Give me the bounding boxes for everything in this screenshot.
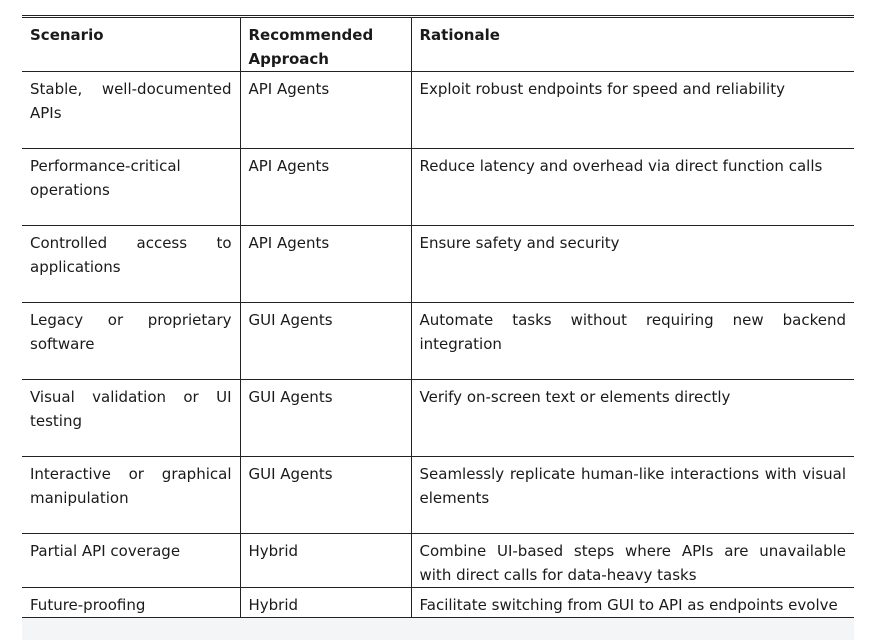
table-row: [22, 380, 854, 457]
approach-cell: Hybrid: [240, 588, 411, 618]
comparison-table-container: [22, 15, 854, 621]
scenario-cell: Performance-critical operations: [22, 149, 240, 226]
approach-cell: GUI Agents: [240, 303, 411, 380]
table-row: [22, 534, 854, 588]
rationale-cell: Seamlessly replicate human-like interactions with visual elements: [411, 457, 854, 534]
approach-cell: GUI Agents: [240, 457, 411, 534]
rationale-cell: Ensure safety and security: [411, 226, 854, 303]
rationale-cell: Verify on-screen text or elements directly: [411, 380, 854, 457]
scenario-cell: Stable, well-documented APIs: [22, 72, 240, 149]
approach-cell: API Agents: [240, 226, 411, 303]
scenario-cell: Controlled access to applications: [22, 226, 240, 303]
header-recommended-approach: Recommended Approach: [240, 18, 411, 72]
approach-cell: Hybrid: [240, 534, 411, 588]
rationale-cell: Automate tasks without requiring new backend integration: [411, 303, 854, 380]
page-footer-band: [22, 618, 854, 640]
approach-cell: GUI Agents: [240, 380, 411, 457]
table-row: [22, 72, 854, 149]
table-row: [22, 588, 854, 618]
table-row: [22, 457, 854, 534]
header-scenario: Scenario: [22, 18, 240, 72]
header-row: [22, 18, 854, 72]
table-row: [22, 303, 854, 380]
scenario-cell: Future-proofing: [22, 588, 240, 618]
rationale-cell: Reduce latency and overhead via direct function calls: [411, 149, 854, 226]
header-rationale: Rationale: [411, 18, 854, 72]
rationale-cell: Combine UI-based steps where APIs are unavailable with direct calls for data-heavy tasks: [411, 534, 854, 588]
scenario-cell: Visual validation or UI testing: [22, 380, 240, 457]
scenario-cell: Interactive or graphical manipulation: [22, 457, 240, 534]
approach-comparison-table: [22, 18, 854, 618]
rationale-cell: Exploit robust endpoints for speed and reliability: [411, 72, 854, 149]
rationale-cell: Facilitate switching from GUI to API as endpoints evolve: [411, 588, 854, 618]
scenario-cell: Partial API coverage: [22, 534, 240, 588]
table-row: [22, 226, 854, 303]
approach-cell: API Agents: [240, 72, 411, 149]
table-row: [22, 149, 854, 226]
scenario-cell: Legacy or proprietary software: [22, 303, 240, 380]
approach-cell: API Agents: [240, 149, 411, 226]
